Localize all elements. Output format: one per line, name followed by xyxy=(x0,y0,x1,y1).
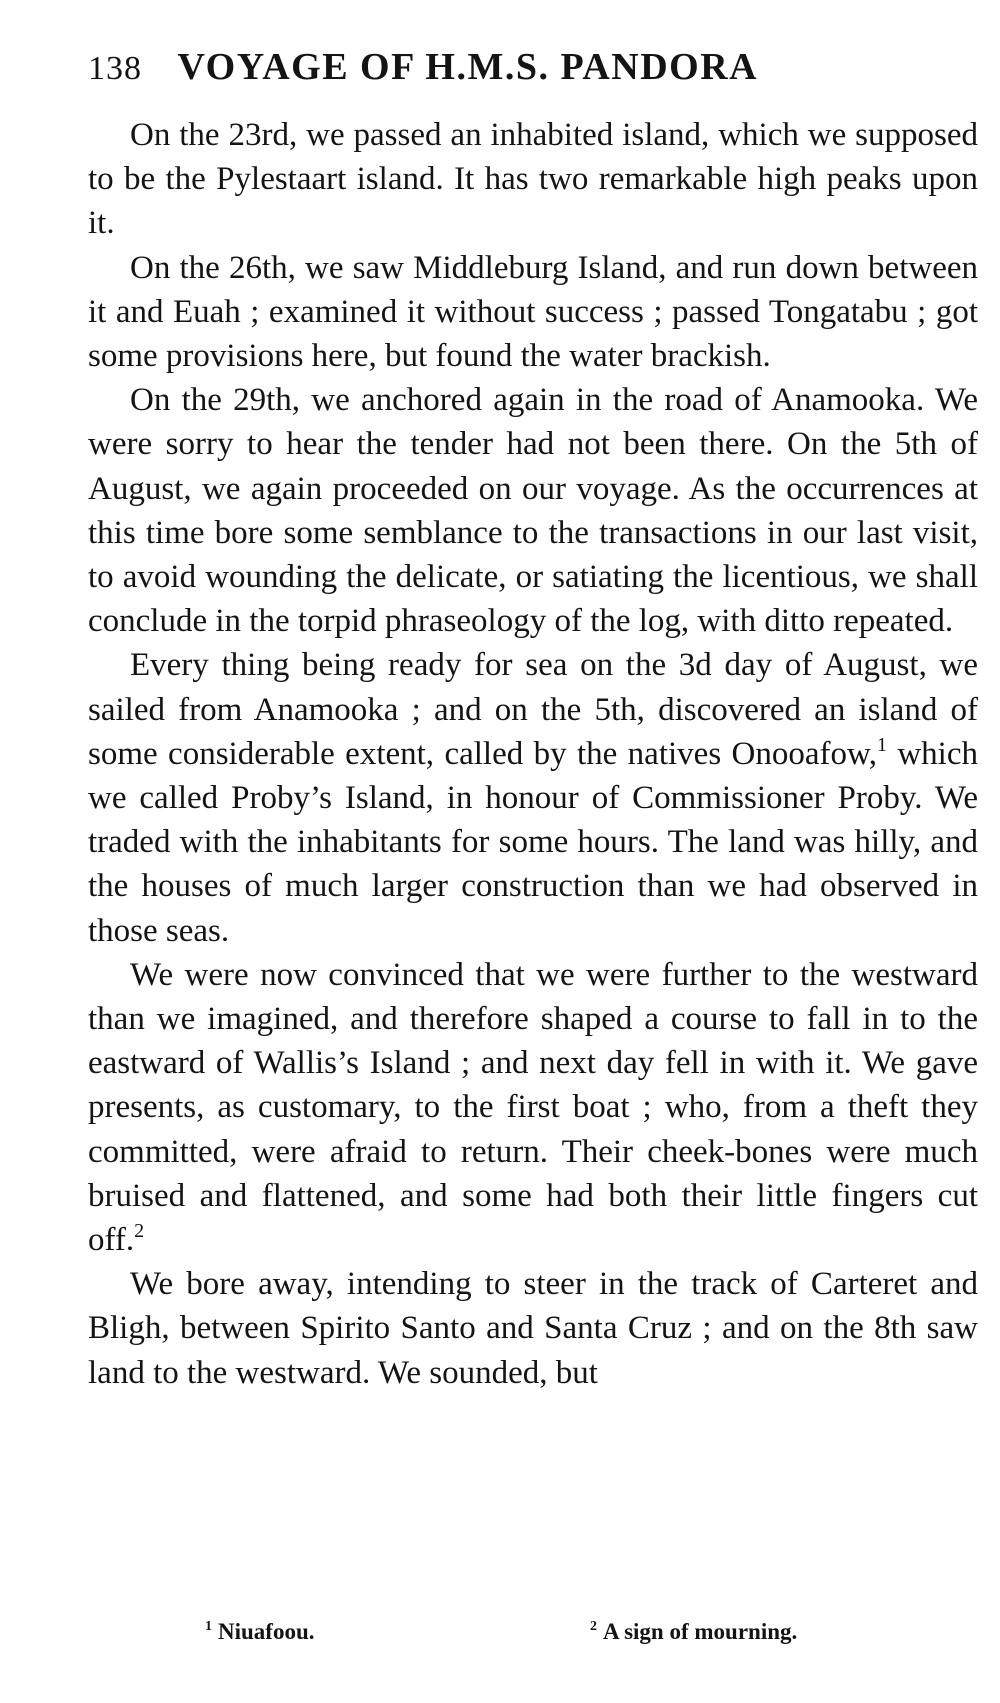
footnote-2-mark: 2 xyxy=(590,1619,597,1634)
body-text xyxy=(88,113,978,1395)
footnote-2 xyxy=(590,1617,797,1647)
footnote-1-text: Niuafoou. xyxy=(218,1619,315,1644)
footnote-1 xyxy=(205,1617,315,1647)
footnote-1-mark: 1 xyxy=(205,1619,212,1634)
paragraph-2: On the 26th, we saw Middleburg Island, and run down between it and Euah ; examined it without success ; passed Tongatabu ; got some provisions here, but found the water brackish. xyxy=(88,249,978,375)
paragraph-3: On the 29th, we anchored again in the road of Anamooka. We were sorry to hear the tender had not been there. On the 5th of August, we again proceeded on our voyage. As the occurrences at this time bore some semblance to the transactions in our last visit, to avoid wounding the delicate, or satiating the licentious, we shall conclude in the torpid phraseology of the log, with ditto repeated. xyxy=(88,382,978,640)
paragraph-4 xyxy=(88,643,978,952)
footnote-ref-1: 1 xyxy=(876,733,887,756)
paragraph-4-text-after: which we called Proby’s Island, in honour of Commissioner Proby. We traded with the inhabitants for some hours. The land was hilly, and the houses of much larger construction than we had observed in those seas. xyxy=(88,735,978,949)
paragraph-1: On the 23rd, we passed an inhabited island, which we supposed to be the Pylestaart island. It has two remarkable high peaks upon it. xyxy=(88,117,978,242)
footnote-ref-2: 2 xyxy=(134,1220,145,1243)
page-number: 138 xyxy=(88,50,142,87)
running-title: VOYAGE OF H.M.S. PANDORA xyxy=(177,46,759,88)
running-header xyxy=(88,44,968,92)
paragraph-4-text-before: Every thing being ready for sea on the 3d day of August, we sailed from Anamooka ; and on the 5th, discovered an island of some considerable extent, called by the natives Onooafow, xyxy=(88,647,978,772)
footnote-2-text: A sign of mourning. xyxy=(603,1619,798,1644)
paragraph-5 xyxy=(88,953,978,1262)
paragraph-5-text: We were now convinced that we were further to the westward than we imagined, and therefore shaped a course to fall in to the eastward of Wallis’s Island ; and next day fell in with it. We gave presents, as customary, to the first boat ; who, from a theft they committed, were afraid to return. Their cheek-bones were much bruised and flattened, and some had both their little fingers cut off. xyxy=(88,956,978,1259)
paragraph-6: We bore away, intending to steer in the track of Carteret and Bligh, between Spirito Santo and Santa Cruz ; and on the 8th saw land to the westward. We sounded, but xyxy=(88,1266,978,1391)
